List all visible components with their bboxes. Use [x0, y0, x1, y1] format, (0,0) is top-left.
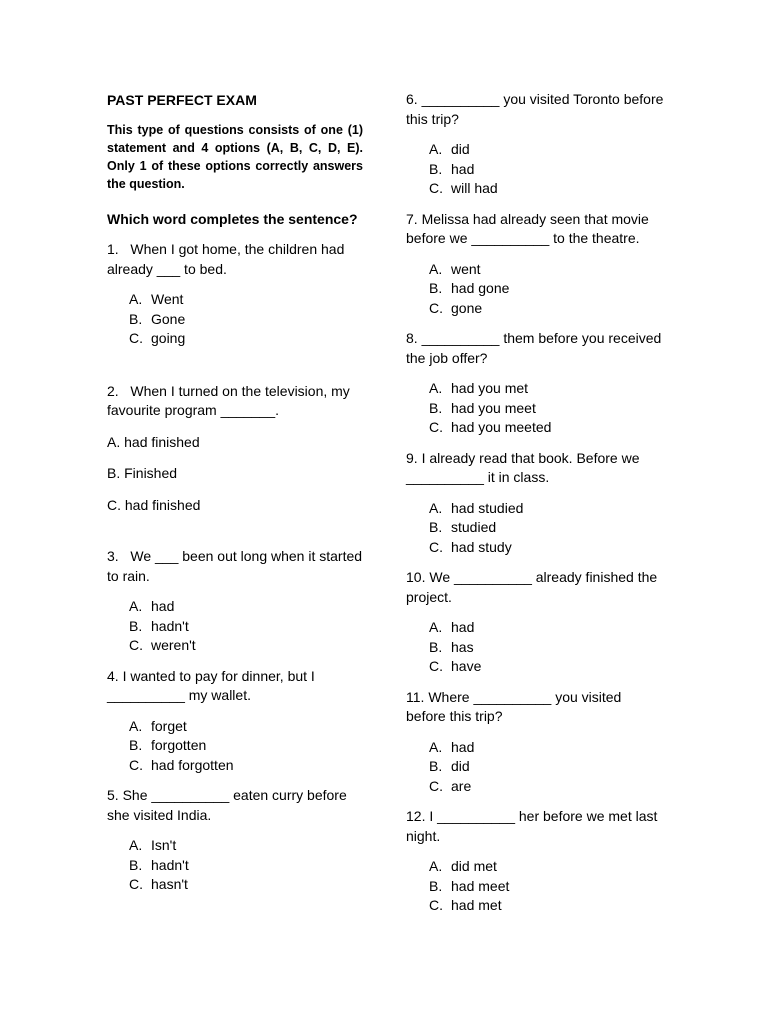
option-b: B. hadn't [129, 617, 189, 634]
option-a: A. had [429, 738, 475, 755]
option-list [429, 857, 664, 916]
question-number: 8. [406, 330, 418, 346]
question-1 [107, 240, 363, 349]
question-3 [107, 547, 363, 656]
question-number: 2. [107, 382, 119, 399]
question-4 [107, 667, 363, 776]
option-c: C. weren't [129, 637, 196, 653]
option-c: C. are [429, 777, 472, 794]
question-text: 11. Where __________ you visited before this trip? [406, 688, 622, 724]
option-list [429, 260, 664, 319]
question-number: 3. [107, 548, 119, 564]
question-10 [406, 568, 664, 677]
question-11 [406, 688, 664, 797]
option-a: A. forget [129, 717, 187, 734]
question-number: 4. [107, 667, 119, 684]
question-number: 11. [406, 688, 425, 705]
option-c: C. hasn't [129, 876, 188, 892]
option-b: B. studied [429, 519, 497, 535]
page-title: PAST PERFECT EXAM [107, 92, 257, 108]
question-number: 10. [406, 569, 426, 585]
question-number: 7. [406, 210, 418, 227]
option-list [129, 717, 363, 776]
question-text: 8. __________ them before you received the job offer? [406, 330, 662, 366]
question-12 [406, 807, 664, 916]
option-b: B. had you meet [429, 399, 536, 416]
question-text: 7. Melissa had already seen that movie before we __________ to the theatre. [406, 210, 649, 246]
option-c: C. had met [429, 897, 502, 913]
question-5 [107, 786, 363, 895]
question-text: 10. We __________ already finished the project. [406, 569, 658, 605]
question-8 [406, 329, 664, 438]
option-b: B. did [429, 758, 470, 774]
option-c: C. gone [429, 299, 483, 316]
option-b: B. had meet [429, 877, 510, 894]
intro-paragraph: This type of questions consists of one (1) statement and 4 options (A, B, C, D, E). Only 1 of these options correctly answers the question. [107, 123, 363, 191]
option-c: C. have [429, 658, 482, 674]
question-text: 3. We ___ been out long when it started to rain. [107, 548, 363, 584]
option-list [429, 140, 664, 199]
option-b: B. forgotten [129, 737, 207, 753]
option-b: B. has [429, 638, 474, 655]
question-7 [406, 210, 664, 319]
question-text: 1. When I got home, the children had already ___ to bed. [107, 241, 345, 277]
option-a: A. Isn't [129, 837, 177, 853]
option-b: B. hadn't [129, 856, 189, 873]
option-list [429, 618, 664, 677]
question-text: 4. I wanted to pay for dinner, but I __________ my wallet. [107, 667, 315, 703]
option-c: C. had study [429, 538, 512, 555]
option-a: A. Went [129, 291, 184, 307]
option-a: A. did [429, 141, 470, 157]
option-list [129, 290, 363, 349]
option-list [429, 738, 664, 797]
option-c: C. had finished [107, 496, 201, 513]
question-number: 9. [406, 449, 418, 466]
question-text: 5. She __________ eaten curry before she visited India. [107, 787, 347, 823]
option-c: C. will had [429, 180, 498, 196]
option-a: A. had studied [429, 499, 524, 516]
option-b: B. Gone [129, 310, 186, 327]
instruction-heading: Which word completes the sentence? [107, 211, 358, 227]
left-column [107, 88, 363, 895]
question-9 [406, 449, 664, 558]
question-6 [406, 90, 664, 199]
option-a: A. had [129, 598, 175, 614]
option-b: B. had [429, 160, 475, 177]
option-a: A. went [429, 260, 481, 277]
option-c: C. had you meeted [429, 419, 552, 435]
question-number: 12. [406, 808, 426, 824]
option-a: A. did met [429, 858, 497, 874]
question-text: 12. I __________ her before we met last night. [406, 808, 658, 844]
question-number: 1. [107, 241, 119, 257]
question-text: 9. I already read that book. Before we __________ it in class. [406, 449, 640, 485]
option-list [129, 836, 363, 895]
option-a: A. had you met [429, 380, 529, 396]
option-a: A. had [429, 619, 475, 635]
option-list [429, 379, 664, 438]
option-b: B. had gone [429, 280, 510, 296]
option-list [429, 499, 664, 558]
right-column [406, 88, 664, 916]
question-2 [107, 382, 363, 516]
question-text: 6. __________ you visited Toronto before this trip? [406, 91, 664, 127]
question-number: 5. [107, 787, 119, 803]
question-text: 2. When I turned on the television, my favourite program _______. [107, 382, 350, 418]
option-a: A. had finished [107, 433, 200, 450]
option-list [129, 597, 363, 656]
option-b: B. Finished [107, 465, 178, 481]
option-c: C. going [129, 330, 186, 346]
option-c: C. had forgotten [129, 756, 234, 773]
question-number: 6. [406, 91, 418, 107]
